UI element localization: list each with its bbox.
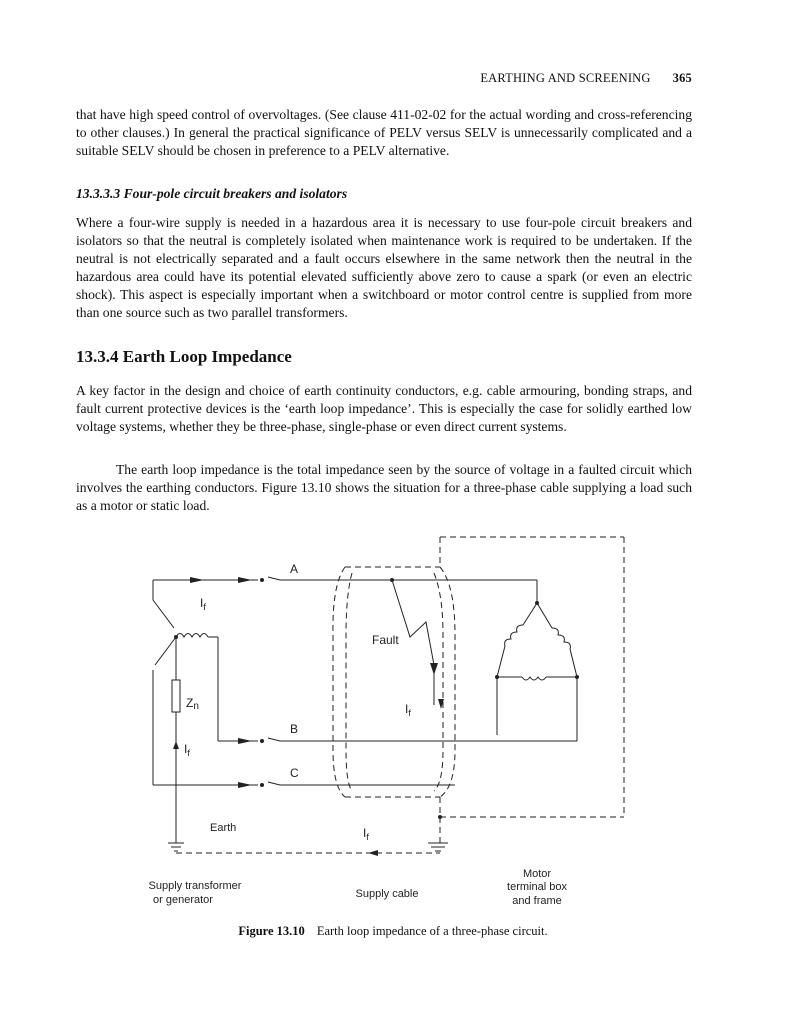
switch-b [268, 738, 280, 741]
label-supply-transformer: Supply transformer [148, 880, 242, 892]
label-supply-cable: Supply cable [355, 888, 419, 900]
paragraph-pelv: that have high speed control of overvoltages. (See clause 411-02-02 for the actual wording and cross-referencing to other clauses.) In general the practical significance of PELV versus SELV is unnecessarily complicated and a suitable SELV should be chosen in preference to a PELV alternative. [76, 107, 692, 158]
label-if-fault: $I_f$ [405, 702, 411, 718]
label-phase-c: C [290, 766, 299, 780]
winding-c-coil [155, 637, 176, 665]
label-phase-a: A [290, 562, 299, 576]
arrow-if-a [190, 577, 204, 583]
circuit-diagram [0, 525, 786, 925]
motor-winding-right [552, 628, 570, 649]
label-if-earth: $I_f$ [363, 826, 369, 842]
label-if-left: $I_f$ [184, 742, 190, 758]
winding-b-coil [176, 634, 208, 638]
running-header [76, 71, 692, 86]
cable-sheath-left-outer [333, 567, 345, 797]
label-earth: Earth [210, 822, 237, 834]
label-terminal-box: terminal box [507, 881, 567, 893]
label-motor: Motor [522, 868, 552, 880]
page-number: 365 [672, 71, 692, 85]
motor-winding-bottom [522, 677, 546, 680]
label-phase-b: B [290, 722, 299, 736]
label-fault: Fault [372, 633, 399, 647]
paragraph-key-factor: A key factor in the design and choice of earth continuity conductors, e.g. cable armouring, bonding straps, and fault current protective devices is the ‘earth loop impedance’. This is especially the case for solidly earthed low voltage systems, whether they be three-phase, single-phase or even direct current systems. [76, 383, 692, 434]
arrow-if-neutral [173, 741, 179, 749]
motor-winding-left [505, 625, 523, 646]
label-zn: Zn [186, 696, 199, 712]
paragraph-earth-loop: The earth loop impedance is the total impedance seen by the source of voltage in a faulted circuit which involves the earthing conductors. Figure 13.10 shows the situation for a three-phase cable supplying a load such as a motor or static load. [76, 462, 692, 513]
subsection-title: 13.3.3.3 Four-pole circuit breakers and isolators [76, 186, 348, 201]
paragraph-four-pole: Where a four-wire supply is needed in a hazardous area it is necessary to use four-pole circuit breakers and isolators so that the neutral is completely isolated when maintenance work is required to be undertaken. If the neutral is not electrically separated and a fault occurs elsewhere in the same network then the neutral in the hazardous area could have its potential elevated sufficiently above zero to cause a spark (or even an electric shock). This aspect is especially important when a switchboard or motor control centre is supplied from more than one source such as two parallel transformers. [76, 215, 692, 320]
winding-a-coil [153, 600, 174, 628]
switch-a [268, 577, 280, 580]
label-or-generator: or generator [153, 894, 213, 906]
fault-path [392, 580, 434, 665]
arrow-fault [430, 663, 438, 675]
cable-sheath-left-inner [346, 573, 352, 791]
switch-c [268, 782, 280, 785]
label-if-top: $I_f$ [200, 596, 206, 612]
cable-sheath-right-inner [434, 573, 443, 791]
figure-earth-loop [0, 525, 786, 925]
caption-text: Earth loop impedance of a three-phase circuit. [316, 924, 548, 938]
cable-sheath-ends [345, 567, 440, 797]
section-title: 13.3.4 Earth Loop Impedance [76, 347, 292, 366]
caption-label: Figure 13.10 [238, 924, 305, 938]
figure-caption [0, 924, 786, 939]
label-and-frame: and frame [512, 895, 562, 907]
running-title: EARTHING AND SCREENING [480, 71, 651, 85]
neutral-impedance-zn [172, 680, 180, 712]
arrow-if-earth [368, 850, 378, 856]
